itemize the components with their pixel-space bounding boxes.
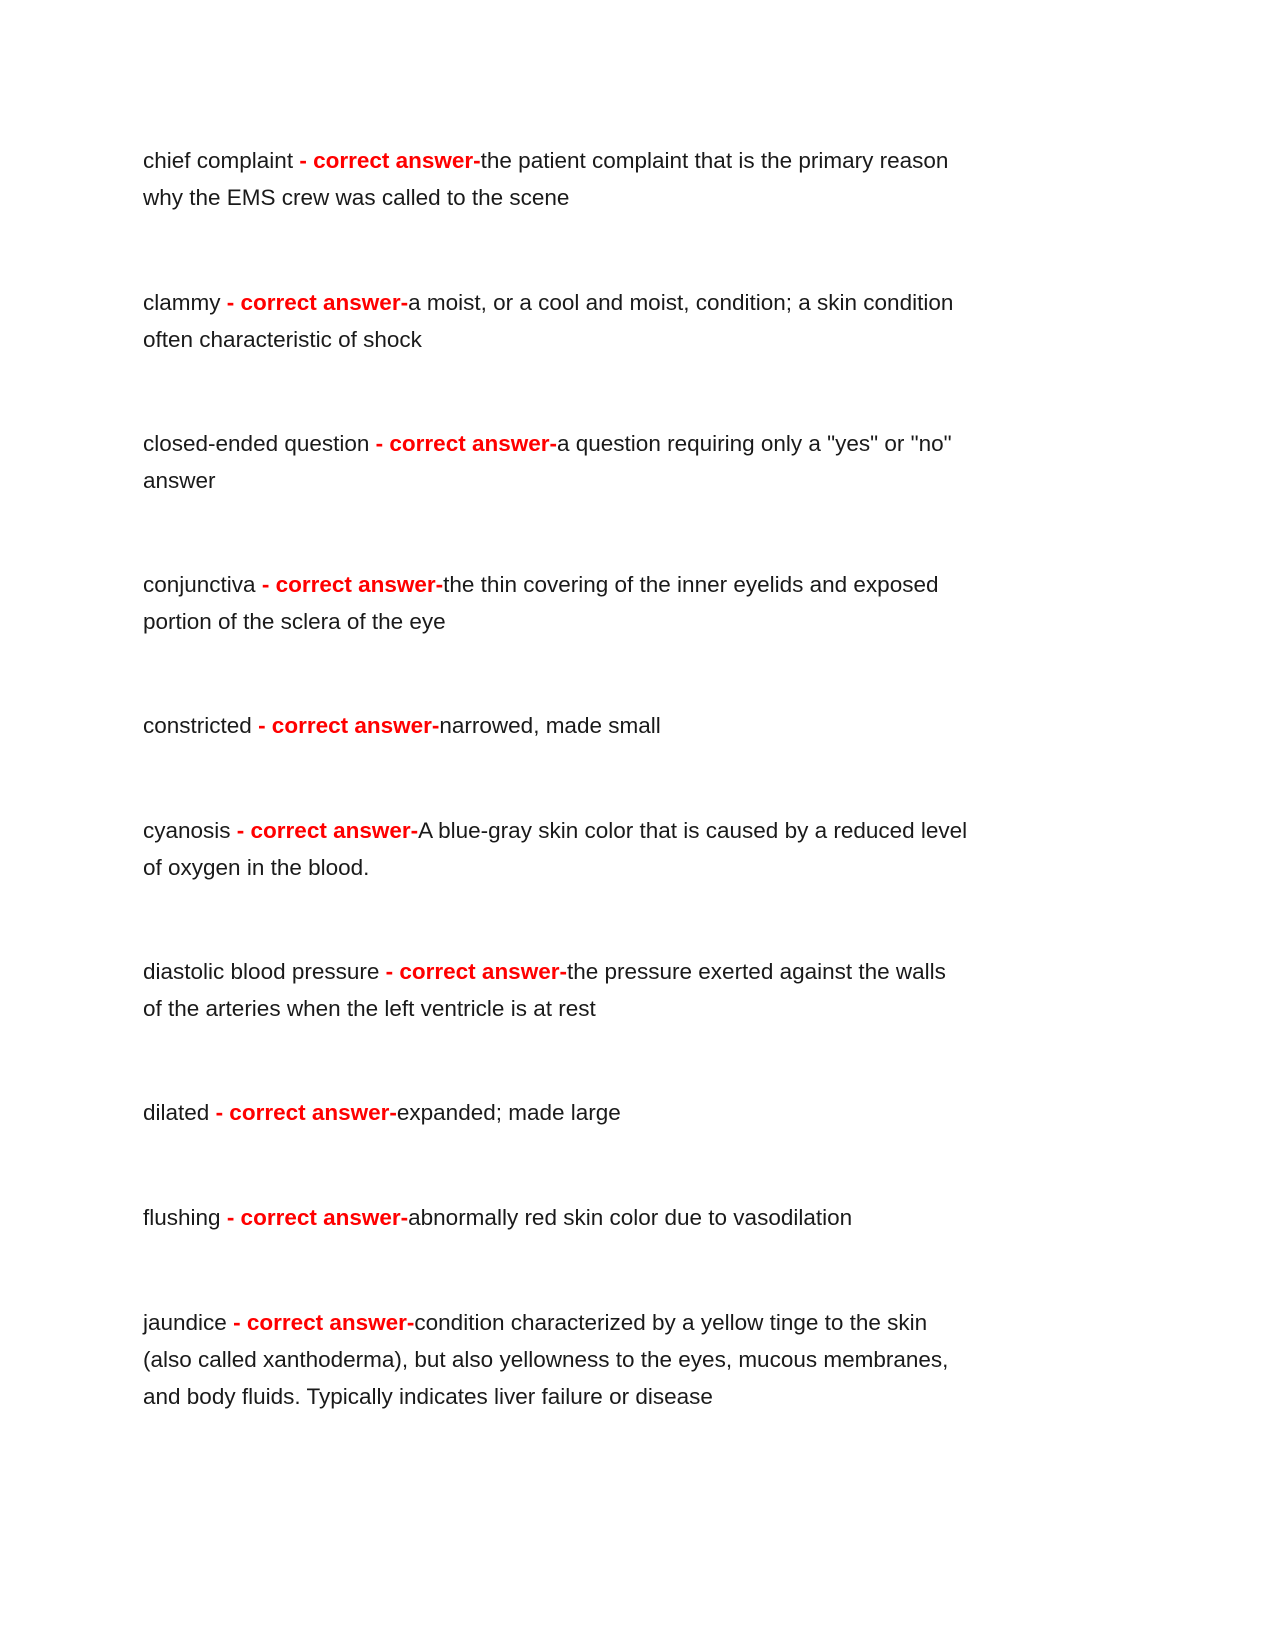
entry-line [143, 707, 661, 744]
glossary-entry [143, 1199, 852, 1236]
entry-definition: the thin covering of the inner eyelids and exposed [443, 572, 939, 597]
glossary-entry [143, 142, 948, 216]
glossary-entry [143, 425, 952, 499]
entry-definition: A blue-gray skin color that is caused by a reduced level [418, 818, 968, 843]
entry-definition: often characteristic of shock [143, 327, 422, 352]
entry-line [143, 1341, 948, 1378]
entry-line [143, 284, 953, 321]
entry-term: clammy [143, 290, 221, 315]
entry-line [143, 179, 948, 216]
entry-definition: the pressure exerted against the walls [566, 959, 946, 984]
entry-definition: answer [143, 468, 216, 493]
entry-term: jaundice [143, 1310, 227, 1335]
entry-definition: (also called xanthoderma), but also yellowness to the eyes, mucous membranes, [143, 1347, 949, 1372]
glossary-entry [143, 953, 946, 1027]
entry-definition: and body fluids. Typically indicates liver failure or disease [143, 1384, 713, 1409]
entry-line [143, 142, 948, 179]
answer-separator: - correct answer- [220, 1205, 409, 1230]
entry-line [143, 812, 967, 849]
answer-separator: - correct answer- [379, 959, 567, 984]
entry-line [143, 849, 967, 886]
entry-definition: condition characterized by a yellow tinge to the skin [414, 1310, 928, 1335]
entry-line [143, 1094, 621, 1131]
entry-definition: abnormally red skin color due to vasodilation [408, 1205, 853, 1230]
entry-definition: narrowed, made small [439, 713, 661, 738]
entry-line [143, 425, 952, 462]
glossary-entry [143, 566, 939, 640]
entry-term: cyanosis [143, 818, 231, 843]
answer-separator: - correct answer- [230, 818, 419, 843]
entry-line [143, 1378, 948, 1415]
entry-line [143, 566, 939, 603]
entry-term: dilated [143, 1100, 210, 1125]
answer-separator: - correct answer- [255, 572, 444, 597]
answer-separator: - correct answer- [209, 1100, 397, 1125]
entry-line [143, 603, 939, 640]
entry-line [143, 953, 946, 990]
glossary-entry [143, 1304, 948, 1415]
entry-line [143, 990, 946, 1027]
entry-definition: of oxygen in the blood. [143, 855, 370, 880]
entry-definition: expanded; made large [396, 1100, 621, 1125]
entry-definition: of the arteries when the left ventricle is at rest [143, 996, 596, 1021]
glossary-entry [143, 812, 967, 886]
answer-separator: - correct answer- [293, 148, 481, 173]
entry-term: constricted [143, 713, 252, 738]
answer-separator: - correct answer- [226, 1310, 415, 1335]
entry-definition: a question requiring only a "yes" or "no" [557, 431, 952, 456]
entry-line [143, 462, 952, 499]
glossary-entry [143, 707, 661, 744]
entry-line [143, 321, 953, 358]
entry-definition: why the EMS crew was called to the scene [143, 185, 570, 210]
entry-term: conjunctiva [143, 572, 256, 597]
glossary-entry [143, 1094, 621, 1131]
answer-separator: - correct answer- [251, 713, 440, 738]
answer-separator: - correct answer- [220, 290, 409, 315]
entry-line [143, 1199, 852, 1236]
entry-definition: portion of the sclera of the eye [143, 609, 446, 634]
entry-term: chief complaint [143, 148, 294, 173]
entry-term: diastolic blood pressure [143, 959, 380, 984]
entry-term: flushing [143, 1205, 221, 1230]
answer-separator: - correct answer- [369, 431, 557, 456]
glossary-entry [143, 284, 953, 358]
entry-definition: the patient complaint that is the primary reason [480, 148, 949, 173]
entry-definition: a moist, or a cool and moist, condition; a skin condition [408, 290, 954, 315]
entry-term: closed-ended question [143, 431, 370, 456]
entry-line [143, 1304, 948, 1341]
